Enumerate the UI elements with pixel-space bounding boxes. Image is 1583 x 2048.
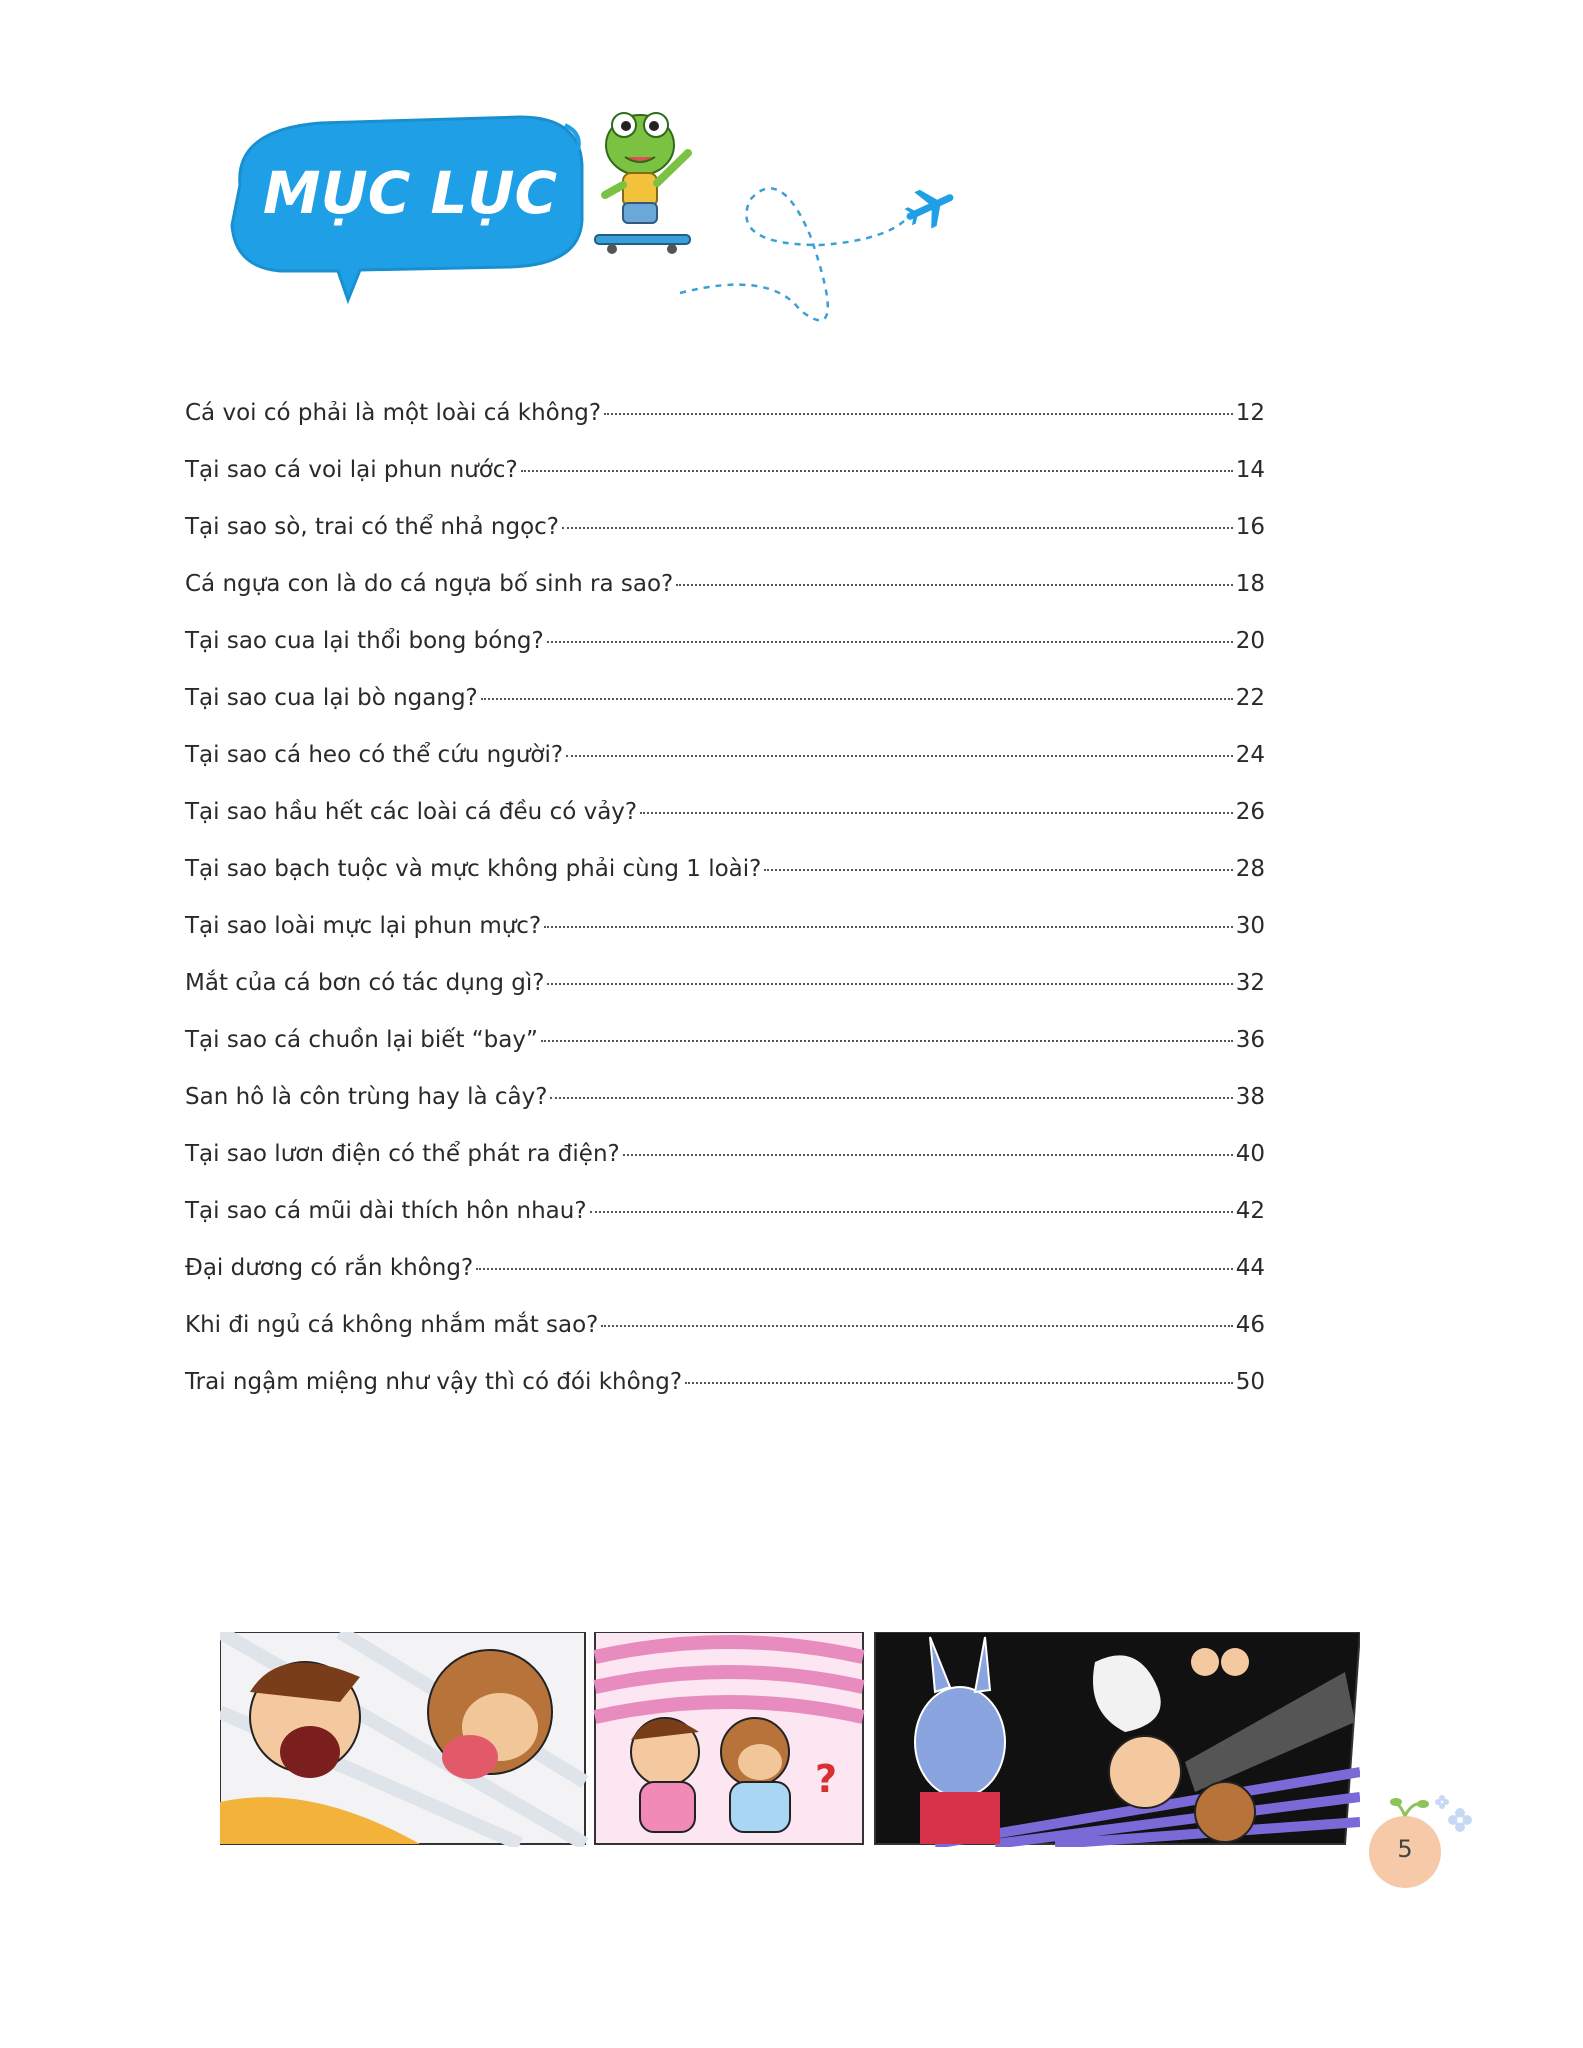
toc-entry-page: 18 bbox=[1235, 571, 1265, 597]
toc-entry-title: Trai ngậm miệng như vậy thì có đói không? bbox=[185, 1369, 683, 1395]
toc-entry-title: Tại sao loài mực lại phun mực? bbox=[185, 913, 542, 939]
toc-entry[interactable] bbox=[185, 400, 1265, 457]
toc-entry[interactable] bbox=[185, 1084, 1265, 1141]
page-title: MỤC LỤC bbox=[262, 159, 558, 227]
toc-entry-page: 42 bbox=[1235, 1198, 1265, 1224]
toc-leader-dots bbox=[676, 583, 1232, 586]
page-number: 5 bbox=[1397, 1835, 1413, 1863]
flight-path bbox=[680, 188, 910, 320]
toc-entry[interactable] bbox=[185, 514, 1265, 571]
toc-entry-page: 46 bbox=[1235, 1312, 1265, 1338]
toc-entry-title: Mắt của cá bơn có tác dụng gì? bbox=[185, 970, 545, 996]
toc-entry-title: Khi đi ngủ cá không nhắm mắt sao? bbox=[185, 1312, 599, 1338]
toc-entry-page: 26 bbox=[1235, 799, 1265, 825]
toc-leader-dots bbox=[547, 982, 1232, 985]
toc-leader-dots bbox=[547, 640, 1233, 643]
toc-entry-page: 50 bbox=[1235, 1369, 1265, 1395]
toc-entry-title: Đại dương có rắn không? bbox=[185, 1255, 474, 1281]
toc-entry[interactable] bbox=[185, 1312, 1265, 1369]
toc-leader-dots bbox=[566, 754, 1233, 757]
toc-entry[interactable] bbox=[185, 970, 1265, 1027]
toc-entry-page: 14 bbox=[1235, 457, 1265, 483]
toc-entry-title: Tại sao lươn điện có thể phát ra điện? bbox=[185, 1141, 620, 1167]
toc-entry-page: 22 bbox=[1235, 685, 1265, 711]
toc-leader-dots bbox=[764, 868, 1232, 871]
toc-entry-page: 38 bbox=[1235, 1084, 1265, 1110]
table-of-contents bbox=[185, 400, 1265, 1426]
toc-entry-title: Tại sao cua lại thổi bong bóng? bbox=[185, 628, 544, 654]
toc-leader-dots bbox=[640, 811, 1233, 814]
toc-entry-page: 20 bbox=[1235, 628, 1265, 654]
toc-entry-page: 44 bbox=[1235, 1255, 1265, 1281]
toc-entry[interactable] bbox=[185, 1369, 1265, 1426]
small-flower-icon bbox=[1435, 1795, 1449, 1809]
toc-leader-dots bbox=[590, 1210, 1233, 1213]
toc-entry-title: San hô là côn trùng hay là cây? bbox=[185, 1084, 548, 1110]
flower-icon bbox=[1448, 1808, 1472, 1832]
comic-panel-1 bbox=[220, 1632, 585, 1844]
toc-leader-dots bbox=[521, 469, 1233, 472]
toc-entry[interactable] bbox=[185, 799, 1265, 856]
toc-leader-dots bbox=[481, 697, 1233, 700]
title-banner bbox=[210, 95, 1030, 345]
toc-entry-title: Cá voi có phải là một loài cá không? bbox=[185, 400, 602, 426]
toc-entry-title: Cá ngựa con là do cá ngựa bố sinh ra sao? bbox=[185, 571, 674, 597]
toc-entry-title: Tại sao cá voi lại phun nước? bbox=[185, 457, 518, 483]
toc-entry[interactable] bbox=[185, 856, 1265, 913]
toc-entry-page: 40 bbox=[1235, 1141, 1265, 1167]
toc-entry-title: Tại sao hầu hết các loài cá đều có vảy? bbox=[185, 799, 638, 825]
toc-entry[interactable] bbox=[185, 457, 1265, 514]
toc-entry-page: 32 bbox=[1235, 970, 1265, 996]
toc-entry-title: Tại sao cá mũi dài thích hôn nhau? bbox=[185, 1198, 587, 1224]
comic-panel-3 bbox=[875, 1632, 1360, 1844]
toc-entry-page: 30 bbox=[1235, 913, 1265, 939]
toc-leader-dots bbox=[476, 1267, 1233, 1270]
toc-entry-page: 36 bbox=[1235, 1027, 1265, 1053]
toc-entry[interactable] bbox=[185, 1198, 1265, 1255]
toc-leader-dots bbox=[550, 1096, 1232, 1099]
toc-entry-page: 16 bbox=[1235, 514, 1265, 540]
toc-leader-dots bbox=[544, 925, 1233, 928]
toc-entry-page: 28 bbox=[1235, 856, 1265, 882]
toc-entry[interactable] bbox=[185, 628, 1265, 685]
toc-entry[interactable] bbox=[185, 913, 1265, 970]
toc-entry-title: Tại sao sò, trai có thể nhả ngọc? bbox=[185, 514, 559, 540]
toc-entry-title: Tại sao cá chuồn lại biết “bay” bbox=[185, 1027, 538, 1053]
toc-leader-dots bbox=[562, 526, 1233, 529]
svg-text:?: ? bbox=[815, 1757, 838, 1801]
toc-leader-dots bbox=[541, 1039, 1233, 1042]
toc-entry-title: Tại sao cá heo có thể cứu người? bbox=[185, 742, 564, 768]
toc-entry-page: 24 bbox=[1235, 742, 1265, 768]
toc-entry[interactable] bbox=[185, 1255, 1265, 1312]
toc-leader-dots bbox=[623, 1153, 1233, 1156]
toc-entry[interactable] bbox=[185, 1141, 1265, 1198]
toc-leader-dots bbox=[604, 412, 1233, 415]
toc-leader-dots bbox=[601, 1324, 1232, 1327]
toc-entry[interactable] bbox=[185, 742, 1265, 799]
toc-entry-title: Tại sao cua lại bò ngang? bbox=[185, 685, 478, 711]
toc-entry[interactable] bbox=[185, 1027, 1265, 1084]
toc-entry[interactable] bbox=[185, 685, 1265, 742]
toc-entry-title: Tại sao bạch tuộc và mực không phải cùng 1 loài? bbox=[185, 856, 762, 882]
comic-strip bbox=[220, 1632, 1360, 1847]
frog-mascot-icon bbox=[595, 113, 690, 254]
toc-entry-page: 12 bbox=[1235, 400, 1265, 426]
toc-entry[interactable] bbox=[185, 571, 1265, 628]
comic-panel-2 bbox=[595, 1632, 863, 1844]
airplane-icon bbox=[900, 180, 959, 236]
toc-leader-dots bbox=[685, 1381, 1233, 1384]
